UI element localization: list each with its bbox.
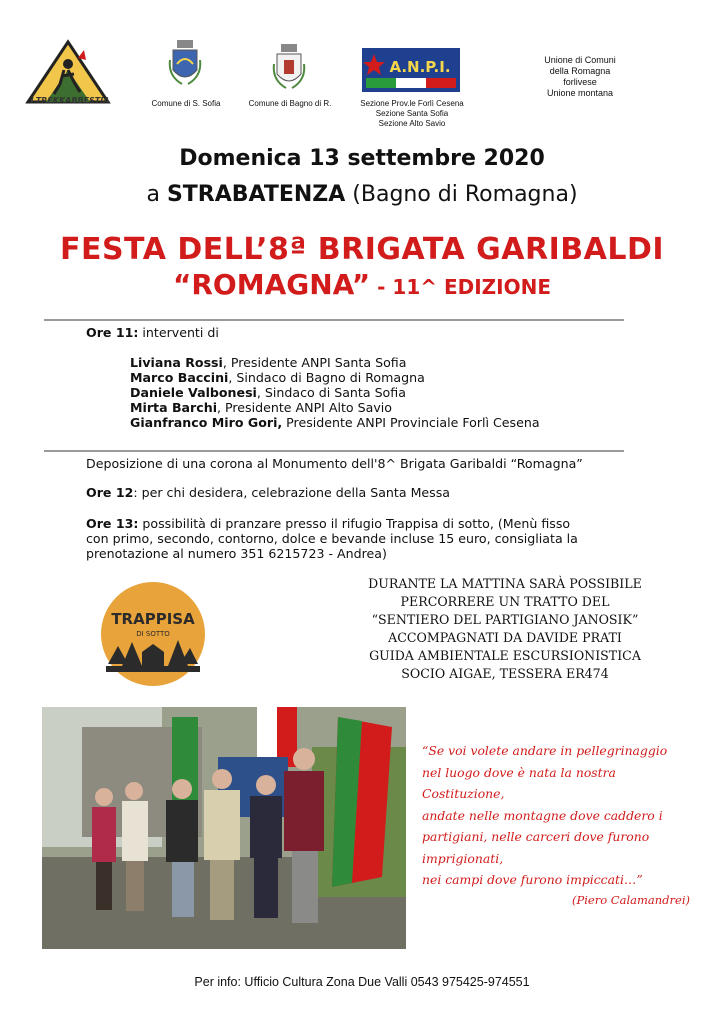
quote-line: nel luogo dove è nata la nostra <box>422 764 616 780</box>
festa-romagna: “ROMAGNA” <box>172 268 371 301</box>
speaker-item <box>130 400 540 415</box>
trekkabbestia-name: I-TREKKABBESTIA <box>30 96 110 105</box>
escursione-line: PERCORRERE UN TRATTO DEL <box>400 594 610 609</box>
ore13-block <box>86 516 626 561</box>
speaker-name: Daniele Valbonesi <box>130 385 257 400</box>
ore13-text: possibilità di pranzare presso il rifugio Trappisa di sotto, (Menù fisso <box>138 516 571 531</box>
comune-santa-sofia-caption: Comune di S. Sofia <box>151 99 221 108</box>
calamandrei-quote <box>422 740 692 891</box>
speaker-name: Mirta Barchi <box>130 400 218 415</box>
anpi-caption <box>352 99 472 129</box>
unione-line: Unione di Comuni <box>544 55 616 65</box>
unione-comuni-text <box>520 55 640 99</box>
anpi-logo <box>362 48 460 92</box>
divider <box>44 319 624 321</box>
anpi-caption-line: Sezione Santa Sofia <box>375 109 449 118</box>
divider <box>44 450 624 452</box>
speaker-role: , Presidente ANPI Alto Savio <box>217 400 393 415</box>
escursione-line: DURANTE LA MATTINA SARÀ POSSIBILE <box>368 576 642 591</box>
ore13-label: Ore 13: <box>86 516 139 531</box>
anpi-caption-line: Sezione Alto Savio <box>378 119 446 128</box>
escursione-line: “SENTIERO DEL PARTIGIANO JANOSIK” <box>371 612 639 627</box>
place-prefix: a <box>146 182 167 207</box>
partisans-group-photo <box>42 707 406 949</box>
ore11-line <box>86 325 219 340</box>
comune-bagno-caption: Comune di Bagno di R. <box>248 99 332 108</box>
escursione-line: SOCIO AIGAE, TESSERA ER474 <box>401 666 609 681</box>
event-date: Domenica 13 settembre 2020 <box>179 146 545 171</box>
speaker-item <box>130 370 540 385</box>
escursione-notice <box>340 575 670 683</box>
speaker-name: Liviana Rossi <box>130 355 223 370</box>
info-contact: Per info: Ufficio Cultura Zona Due Valli 0543 975425-974551 <box>194 975 530 989</box>
unione-line: della Romagna <box>549 66 611 76</box>
deposizione-text: Deposizione di una corona al Monumento dell'8^ Brigata Garibaldi “Romagna” <box>86 456 583 471</box>
quote-author: (Piero Calamandrei) <box>572 893 690 907</box>
trappisa-name: TRAPPISA <box>111 610 195 628</box>
anpi-caption-line: Sezione Prov.le Forlì Cesena <box>360 99 464 108</box>
festa-title-line2 <box>0 268 724 301</box>
ore13-line <box>86 516 626 531</box>
speaker-name: Gianfranco Miro Gori, <box>130 415 283 430</box>
festa-title-line1: FESTA DELL’8ª BRIGATA GARIBALDI <box>59 232 665 267</box>
speaker-role: , Presidente ANPI Santa Sofia <box>222 355 407 370</box>
speaker-item <box>130 385 540 400</box>
comune-santa-sofia-crest <box>168 40 202 86</box>
quote-line: andate nelle montagne dove caddero i <box>422 807 663 823</box>
ore13-line: prenotazione al numero 351 6215723 - Andrea) <box>86 546 387 561</box>
speaker-role: Presidente ANPI Provinciale Forlì Cesena <box>282 415 540 430</box>
trappisa-logo <box>98 580 208 688</box>
speakers-list <box>130 355 540 430</box>
place-name: STRABATENZA <box>166 182 346 207</box>
quote-line: Costituzione, <box>422 786 505 801</box>
unione-line: forlivese <box>563 77 597 87</box>
ore12-label: Ore 12 <box>86 485 134 500</box>
place-suffix: (Bagno di Romagna) <box>345 182 578 207</box>
escursione-line: GUIDA AMBIENTALE ESCURSIONISTICA <box>369 648 641 663</box>
quote-line: “Se voi volete andare in pellegrinaggio <box>422 743 668 758</box>
unione-line: Unione montana <box>546 88 614 98</box>
trappisa-sub: DI SOTTO <box>136 630 170 638</box>
comune-bagno-crest <box>272 44 306 90</box>
quote-line: imprigionati, <box>422 850 504 866</box>
ore13-line: con primo, secondo, contorno, dolce e bevande incluse 15 euro, consigliata la <box>86 531 578 546</box>
speaker-name: Marco Baccini <box>130 370 229 385</box>
quote-line: partigiani, nelle carceri dove furono <box>422 829 650 844</box>
ore11-label: Ore 11: <box>86 325 139 340</box>
ore12-line <box>86 485 450 500</box>
escursione-line: ACCOMPAGNATI DA DAVIDE PRATI <box>388 630 622 645</box>
speaker-role: , Sindaco di Bagno di Romagna <box>228 370 425 385</box>
speaker-item <box>130 415 540 430</box>
event-place <box>0 182 724 207</box>
speaker-role: , Sindaco di Santa Sofia <box>256 385 406 400</box>
speaker-item <box>130 355 540 370</box>
quote-line: nei campi dove furono impiccati…” <box>422 872 643 887</box>
ore11-text: interventi di <box>138 325 219 340</box>
festa-edition: - 11^ EDIZIONE <box>370 275 552 299</box>
ore12-text: : per chi desidera, celebrazione della Santa Messa <box>133 485 451 500</box>
anpi-logo-text: A.N.P.I. <box>389 58 451 76</box>
